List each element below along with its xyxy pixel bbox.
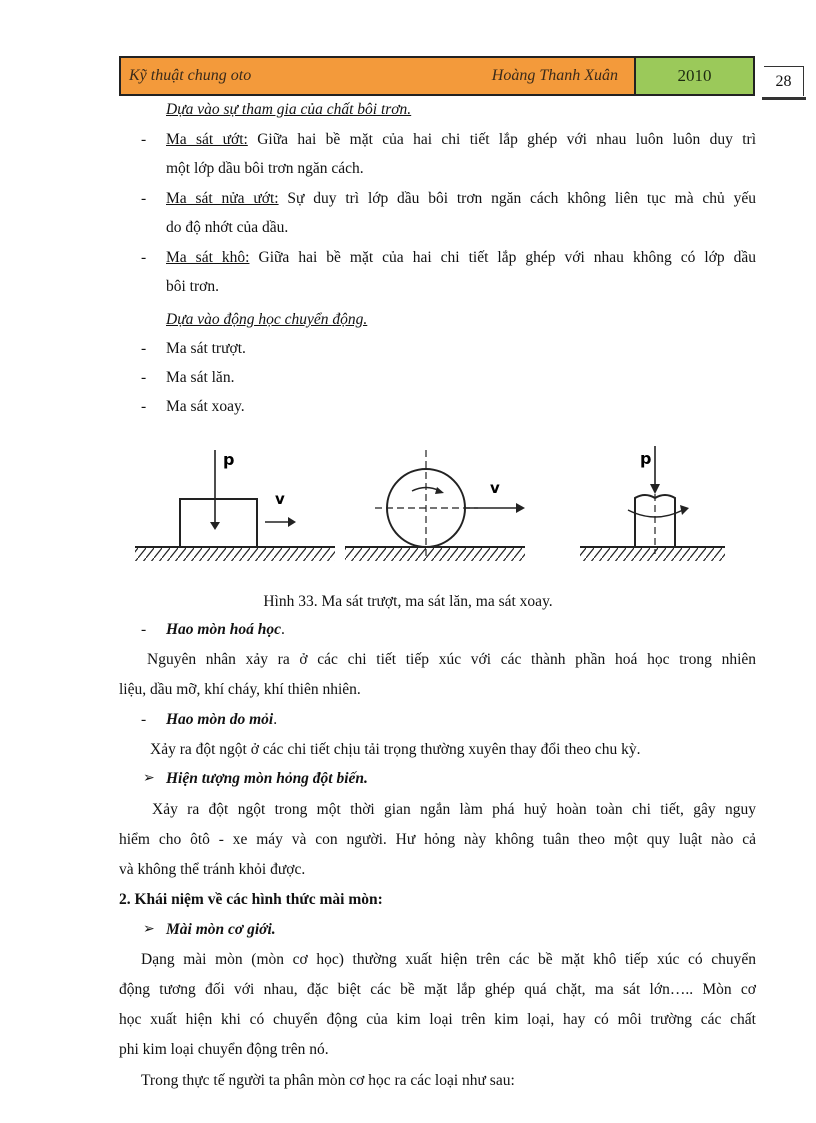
list-item-text: Giữa hai bề mặt của hai chi tiết lắp ghép với nhau không có lớp dầu bbox=[258, 249, 757, 266]
list-item bbox=[166, 189, 756, 209]
arrow-bullet-icon: ➢ bbox=[143, 771, 155, 786]
list-item-text: Sự duy trì lớp dầu bôi trơn ngăn cách không liên tục mà chủ yếu bbox=[287, 190, 756, 207]
list-item-text: Giữa hai bề mặt của hai chi tiết lắp ghép với nhau luôn luôn duy trì bbox=[257, 131, 757, 148]
list-item bbox=[166, 248, 756, 268]
list-item-continuation: một lớp dầu bôi trơn ngăn cách. bbox=[166, 160, 364, 177]
paragraph-line: Nguyên nhân xảy ra ở các chi tiết tiếp xúc với các thành phần hoá học trong nhiên bbox=[147, 651, 756, 668]
label-p: p bbox=[640, 449, 652, 468]
list-dash: - bbox=[141, 621, 147, 638]
paragraph-line: phi kim loại chuyển động trên nó. bbox=[119, 1041, 329, 1058]
figure-caption: Hình 33. Ma sát trượt, ma sát lăn, ma sát xoay. bbox=[263, 593, 553, 610]
list-item: Ma sát lăn. bbox=[166, 369, 235, 386]
list-dash: - bbox=[141, 398, 147, 415]
list-dash: - bbox=[141, 131, 147, 148]
list-item: Ma sát xoay. bbox=[166, 398, 245, 415]
list-item: Ma sát trượt. bbox=[166, 340, 246, 357]
velocity-arrow-head bbox=[516, 503, 525, 513]
velocity-arrow-head bbox=[288, 517, 296, 527]
heading-dot: . bbox=[280, 621, 285, 638]
list-item-continuation: do độ nhớt của dầu. bbox=[166, 219, 289, 236]
mechanical-wear-heading: Mài mòn cơ giới. bbox=[166, 921, 276, 938]
paragraph-line: động tương đối với nhau, đặc biệt các bề mặt lắp ghép quá chặt, ma sát lớn….. Mòn cơ bbox=[119, 981, 756, 998]
paragraph-line: Dạng mài mòn (mòn cơ học) thường xuất hiện trên các bề mặt khô tiếp xúc có chuyển bbox=[141, 951, 756, 968]
fatigue-wear-title: Hao mòn do mỏi bbox=[166, 711, 274, 728]
force-arrow-head bbox=[650, 484, 660, 494]
list-dash: - bbox=[141, 190, 147, 207]
paragraph-line: Xảy ra đột ngột trong một thời gian ngắn làm phá huỷ hoàn toàn chi tiết, gây nguy bbox=[152, 801, 756, 818]
list-item bbox=[166, 130, 756, 150]
label-v: v bbox=[275, 490, 285, 508]
fatigue-wear-heading bbox=[166, 710, 277, 730]
list-item-term: Ma sát ướt: bbox=[166, 131, 248, 148]
force-arrow-head bbox=[210, 522, 220, 530]
author-name: Hoàng Thanh Xuân bbox=[491, 67, 618, 84]
list-dash: - bbox=[141, 711, 147, 728]
subheading-lubricant: Dựa vào sự tham gia của chất bôi trơn. bbox=[166, 101, 412, 118]
list-item-continuation: bôi trơn. bbox=[166, 278, 219, 295]
subheading-kinematics: Dựa vào động học chuyển động. bbox=[166, 311, 368, 328]
ground-hatch bbox=[580, 547, 725, 561]
list-item-term: Ma sát khô: bbox=[166, 249, 250, 266]
list-dash: - bbox=[141, 249, 147, 266]
paragraph-line: và không thể tránh khỏi được. bbox=[119, 861, 306, 878]
header-orange-band bbox=[121, 58, 634, 94]
paragraph-line: Trong thực tế người ta phân mòn cơ học ra các loại như sau: bbox=[141, 1072, 515, 1089]
ground-hatch bbox=[135, 547, 335, 561]
label-v: v bbox=[490, 479, 500, 497]
chemical-wear-heading bbox=[166, 620, 285, 640]
rotation-arrow-head bbox=[680, 505, 689, 515]
section-heading: 2. Khái niệm về các hình thức mài mòn: bbox=[119, 891, 383, 908]
chemical-wear-title: Hao mòn hoá học bbox=[166, 621, 281, 638]
sudden-damage-heading: Hiện tượng mòn hỏng đột biến. bbox=[166, 770, 368, 787]
list-dash: - bbox=[141, 369, 147, 386]
ground-hatch bbox=[345, 547, 525, 561]
header-year: 2010 bbox=[634, 58, 753, 94]
sliding-friction-diagram bbox=[135, 450, 335, 561]
list-dash: - bbox=[141, 340, 147, 357]
paragraph-line: hiểm cho ôtô - xe máy và con người. Hư hỏng này không tuân theo một quy luật nào cả bbox=[119, 831, 756, 848]
paragraph-line: học xuất hiện khi có chuyển động của kim loại trên kim loại, hay có môi trường các chất bbox=[119, 1011, 756, 1028]
spinning-friction-diagram bbox=[580, 446, 725, 561]
friction-figure bbox=[130, 428, 730, 578]
list-item-term: Ma sát nửa ướt: bbox=[166, 190, 279, 207]
paragraph-line: Xảy ra đột ngột ở các chi tiết chịu tải trọng thường xuyên thay đổi theo chu kỳ. bbox=[150, 741, 641, 758]
rolling-friction-diagram bbox=[345, 450, 525, 561]
course-title: Kỹ thuật chung oto bbox=[129, 67, 252, 84]
rotation-arrow-head bbox=[435, 487, 444, 494]
heading-dot: . bbox=[273, 711, 278, 728]
page-number: 28 bbox=[764, 66, 804, 96]
arrow-bullet-icon: ➢ bbox=[143, 922, 155, 937]
label-p: p bbox=[223, 450, 235, 469]
page-header bbox=[119, 56, 755, 96]
paragraph-line: liệu, dầu mỡ, khí cháy, khí thiên nhiên. bbox=[119, 681, 361, 698]
